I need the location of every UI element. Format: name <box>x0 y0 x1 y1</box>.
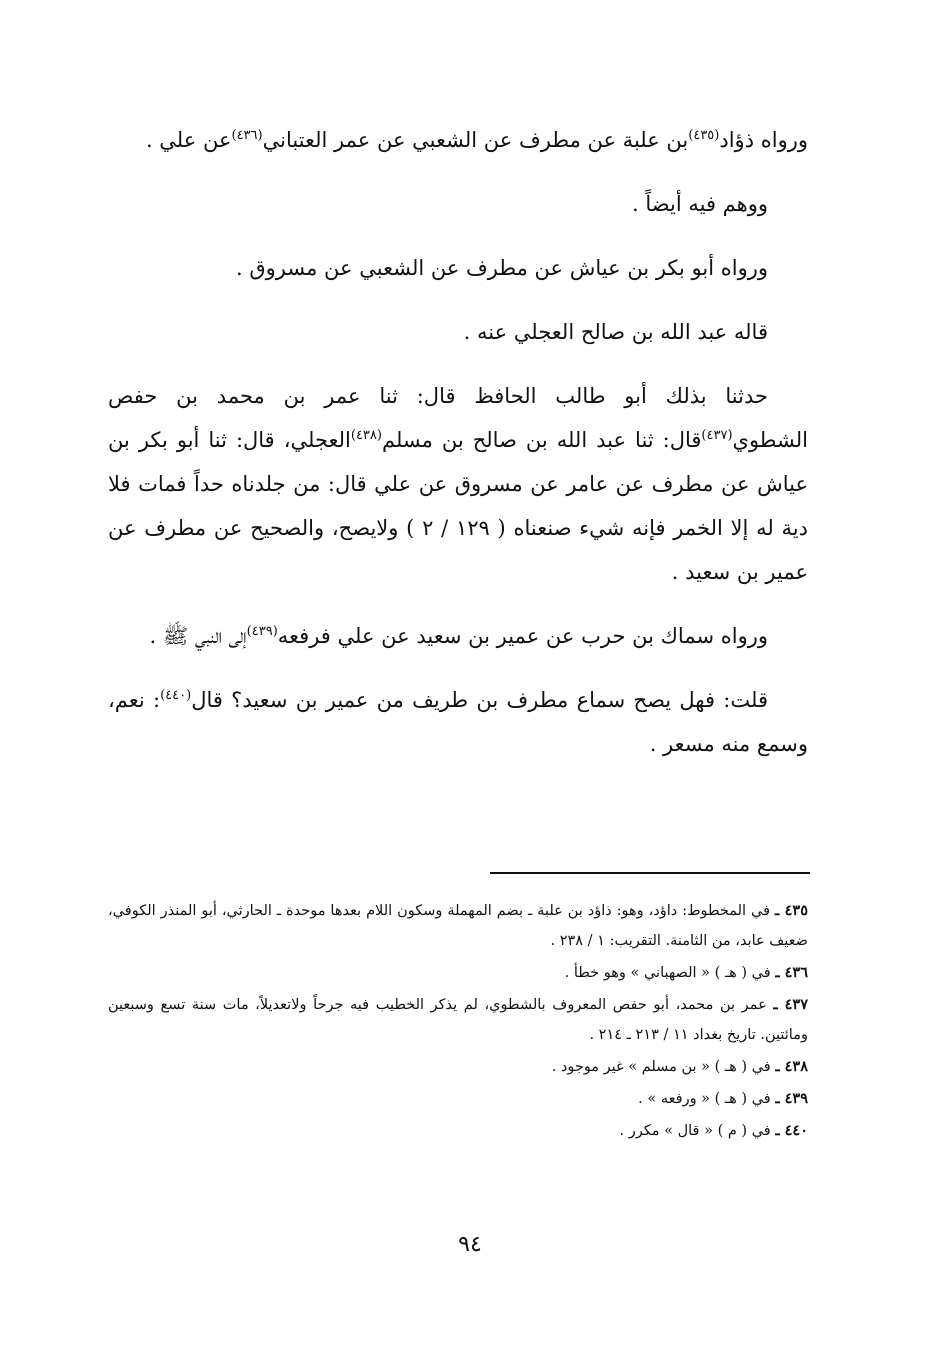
paragraph-6 <box>108 614 808 658</box>
footnote-ref[interactable]: (٤٣٩) <box>246 624 278 639</box>
text-run: بن علبة عن مطرف عن الشعبي عن عمر العتباني <box>262 128 689 152</box>
footnote-text: في ( هـ ) « بن مسلم » غير موجود . <box>551 1059 771 1075</box>
text-run: : نعم، وسمع منه مسعر . <box>108 688 808 756</box>
footnote-text: في ( م ) « قال » مكرر . <box>619 1123 771 1139</box>
paragraph-1 <box>108 118 808 162</box>
footnote-ref[interactable]: (٤٣٥) <box>688 128 720 143</box>
footnote-number: ٤٣٧ ـ <box>773 996 809 1013</box>
footnote-text: في ( هـ ) « الصهباني » وهو خطأ . <box>564 965 771 981</box>
footnote-437 <box>108 990 808 1050</box>
footnote-number: ٤٣٥ ـ <box>774 902 808 919</box>
paragraph-5 <box>108 374 808 594</box>
paragraph-3: ورواه أبو بكر بن عياش عن مطرف عن الشعبي عن مسروق . <box>236 256 768 280</box>
footnote-439 <box>108 1084 808 1114</box>
footnote-number: ٤٤٠ ـ <box>775 1122 808 1139</box>
paragraph-2: ووهم فيه أيضاً . <box>632 192 768 216</box>
footnote-number: ٤٣٩ ـ <box>775 1090 808 1107</box>
footnote-435 <box>108 896 808 956</box>
text-run: عن علي . <box>145 128 232 152</box>
text-run: حدثنا بذلك أبو طالب الحافظ قال: ثنا عمر بن محمد بن حفص الشطوي <box>108 384 808 452</box>
text-run: قال: ثنا عبد الله بن صالح بن مسلم <box>381 428 702 452</box>
footnote-number: ٤٣٦ ـ <box>775 964 808 981</box>
text-run: العجلي، قال: ثنا أبو بكر بن عياش عن مطرف عن عامر عن مسروق عن علي قال: من جلدناه حداً فمات فلا دية له إلا الخمر فإنه شيء صنعناه ( ١٢٩ / ٢ ) ولايصح، والصحيح عن مطرف عن عمير بن سعيد . <box>108 428 808 584</box>
text-run: إلى النبي ﷺ . <box>149 624 247 648</box>
paragraph-4: قاله عبد الله بن صالح العجلي عنه . <box>463 320 768 344</box>
text-run: ورواه سماك بن حرب عن عمير بن سعيد عن علي فرفعه <box>277 624 768 648</box>
page-number: ٩٤ <box>458 1232 482 1257</box>
text-run: ورواه ذؤاد <box>719 128 808 152</box>
footnote-text: عمر بن محمد، أبو حفص المعروف بالشطوي، لم يذكر الخطيب فيه جرحاً ولاتعديلاً، مات سنة تسع وسبعين ومائتين. تاريخ بغداد ١١ / ٢١٣ ـ ٢١٤ . <box>108 997 808 1043</box>
footnote-text: في المخطوط: داؤد، وهو: ذاؤد بن علبة ـ بضم المهملة وسكون اللام بعدها موحدة ـ الحارثي، أبو المنذر الكوفي، ضعيف عابد، من الثامنة. التقريب: ١ / ٢٣٨ . <box>108 903 808 949</box>
footnote-text: في ( هـ ) « ورفعه » . <box>638 1091 771 1107</box>
main-text <box>108 118 808 786</box>
footnote-ref[interactable]: (٤٤٠) <box>160 688 192 703</box>
text-run: قلت: فهل يصح سماع مطرف بن طريف من عمير بن سعيد؟ قال <box>191 688 768 712</box>
paragraph-7 <box>108 678 808 766</box>
footnotes <box>108 896 808 1148</box>
footnote-438 <box>108 1052 808 1082</box>
footnote-ref[interactable]: (٤٣٦) <box>231 128 263 143</box>
footnote-number: ٤٣٨ ـ <box>775 1058 808 1075</box>
footnote-ref[interactable]: (٤٣٧) <box>701 428 733 443</box>
footnote-440 <box>108 1116 808 1146</box>
footnote-ref[interactable]: (٤٣٨) <box>350 428 382 443</box>
footnote-436 <box>108 958 808 988</box>
footnote-separator <box>490 872 810 874</box>
